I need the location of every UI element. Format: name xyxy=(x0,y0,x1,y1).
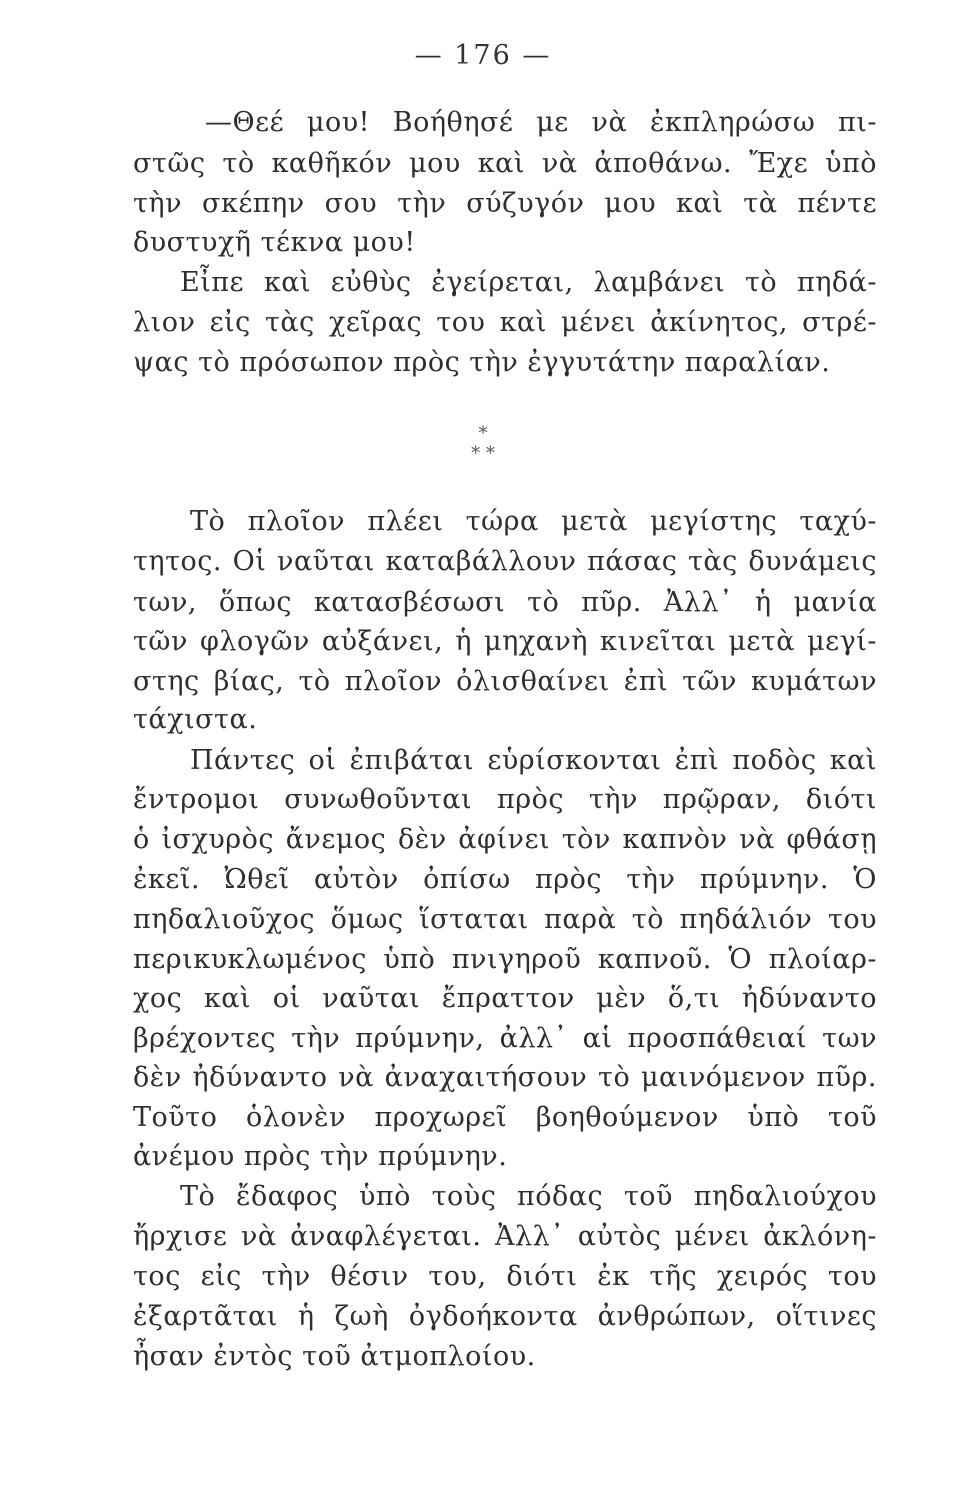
text-line: λιον εἰς τὰς χεῖρας του καὶ μένει ἀκίνητος, στρέ- xyxy=(133,307,877,338)
text-line: Τοῦτο ὁλονὲν προχωρεῖ βοηθούμενον ὑπὸ τοῦ xyxy=(133,1102,877,1133)
text-line: Τὸ πλοῖον πλέει τώρα μετὰ μεγίστης ταχύ- xyxy=(190,506,877,537)
text-line: πηδαλιοῦχος ὅμως ἵσταται παρὰ τὸ πηδάλιόν του xyxy=(133,904,877,935)
separator-asterism-top: * xyxy=(478,423,488,444)
text-line: τητος. Οἱ ναῦται καταβάλλουν πάσας τὰς δυνάμεις xyxy=(133,546,877,577)
text-line: περικυκλωμένος ὑπὸ πνιγηροῦ καπνοῦ. Ὁ πλοίαρ- xyxy=(133,944,877,975)
text-line: —Θεέ μου! Βοήθησέ με νὰ ἐκπληρώσω πι- xyxy=(205,107,877,138)
text-line: των, ὅπως κατασβέσωσι τὸ πῦρ. Ἀλλ᾽ ἡ μανία xyxy=(133,587,877,618)
text-line: στῶς τὸ καθῆκόν μου καὶ νὰ ἀποθάνω. Ἔχε ὑπὸ xyxy=(133,148,877,179)
text-line: τάχιστα. xyxy=(133,704,258,735)
text-line: στης βίας, τὸ πλοῖον ὀλισθαίνει ἐπὶ τῶν κυμάτων xyxy=(133,666,877,697)
text-line: δυστυχῆ τέκνα μου! xyxy=(133,227,416,258)
text-line: Πάντες οἱ ἐπιβάται εὑρίσκονται ἐπὶ ποδὸς καὶ xyxy=(190,745,877,776)
text-line: ὁ ἰσχυρὸς ἄνεμος δὲν ἀφίνει τὸν καπνὸν νὰ φθάσῃ xyxy=(133,824,877,855)
separator-asterism-bottom: * * xyxy=(471,443,495,464)
text-line: ἀνέμου πρὸς τὴν πρύμνην. xyxy=(133,1141,508,1172)
text-line: τῶν φλογῶν αὐξάνει, ἡ μηχανὴ κινεῖται μετὰ μεγί- xyxy=(133,626,877,657)
text-line: βρέχοντες τὴν πρύμνην, ἀλλ᾽ αἱ προσπάθειαί των xyxy=(133,1023,877,1054)
text-line: ἤρχισε νὰ ἀναφλέγεται. Ἀλλ᾽ αὐτὸς μένει ἀκλόνη- xyxy=(133,1221,877,1252)
text-line: ἐξαρτᾶται ἡ ζωὴ ὀγδοήκοντα ἀνθρώπων, οἵτινες xyxy=(133,1301,877,1332)
text-line: χος καὶ οἱ ναῦται ἔπραττον μὲν ὅ,τι ἠδύναντο xyxy=(133,983,877,1014)
text-line: τὴν σκέπην σου τὴν σύζυγόν μου καὶ τὰ πέντε xyxy=(133,188,877,219)
text-line: τος εἰς τὴν θέσιν του, διότι ἐκ τῆς χειρός του xyxy=(133,1261,877,1292)
page-number: — 176 — xyxy=(414,40,552,71)
text-line: Τὸ ἔδαφος ὑπὸ τοὺς πόδας τοῦ πηδαλιούχου xyxy=(180,1181,877,1212)
text-line: δὲν ἠδύναντο νὰ ἀναχαιτήσουν τὸ μαινόμενον πῦρ. xyxy=(133,1062,877,1093)
text-line: ἐκεῖ. Ὠθεῖ αὐτὸν ὀπίσω πρὸς τὴν πρύμνην. Ὁ xyxy=(133,864,877,895)
text-line: ἦσαν ἐντὸς τοῦ ἀτμοπλοίου. xyxy=(133,1341,536,1372)
text-line: ἔντρομοι συνωθοῦνται πρὸς τὴν πρῷραν, διότι xyxy=(133,784,877,815)
text-line: Εἶπε καὶ εὐθὺς ἐγείρεται, λαμβάνει τὸ πηδά- xyxy=(180,267,877,298)
text-line: ψας τὸ πρόσωπον πρὸς τὴν ἐγγυτάτην παραλίαν. xyxy=(133,347,831,378)
